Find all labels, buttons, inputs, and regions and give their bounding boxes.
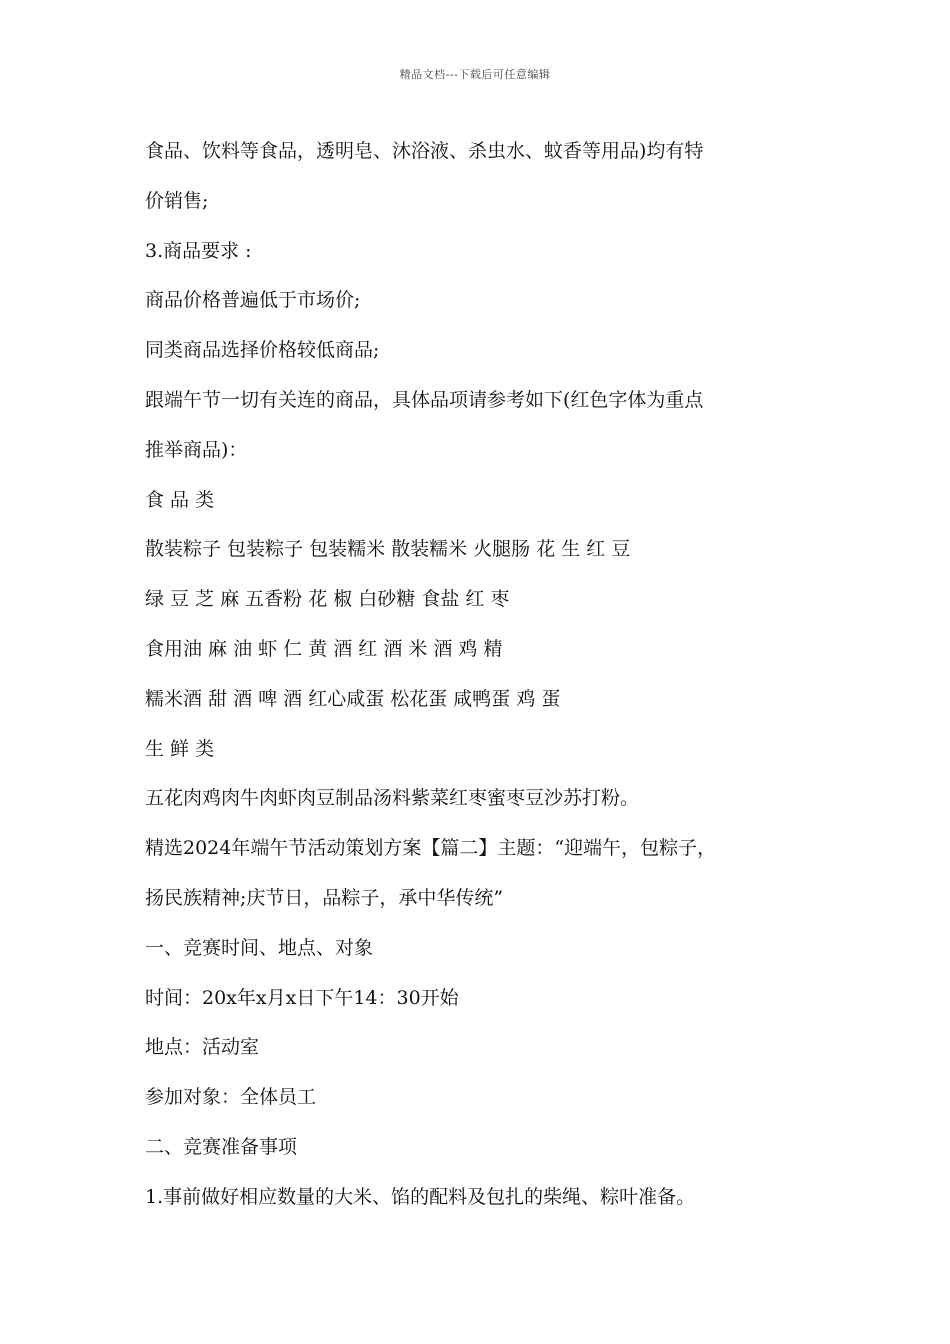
section-heading: 一、竞赛时间、地点、对象 — [145, 936, 374, 959]
header-note: 精品文档---下载后可任意编辑 — [399, 68, 551, 81]
text-line: 地点：活动室 — [145, 1036, 260, 1059]
text-line: 食用油 麻 油 虾 仁 黄 酒 红 酒 米 酒 鸡 精 — [145, 637, 503, 660]
text-line: 五花肉鸡肉牛肉虾肉豆制品汤料紫菜红枣蜜枣豆沙苏打粉。 — [145, 787, 640, 810]
text-line: 商品价格普遍低于市场价; — [145, 289, 361, 312]
text-line: 食品、饮料等食品，透明皂、沐浴液、杀虫水、蚊香等用品)均有特 — [145, 140, 704, 162]
text-line: 精选2024年端午节活动策划方案【篇二】主题：“迎端午，包粽子， — [145, 837, 717, 860]
text-line: 散装粽子 包装粽子 包装糯米 散装糯米 火腿肠 花 生 红 豆 — [145, 538, 631, 561]
text-line: 时间：20x年x月x日下午14：30开始 — [145, 986, 459, 1009]
text-line: 跟端午节一切有关连的商品，具体品项请参考如下(红色字体为重点 — [145, 388, 704, 411]
text-line: 价销售; — [145, 189, 209, 212]
text-line: 扬民族精神;庆节日，品粽子，承中华传统” — [145, 886, 504, 909]
text-line: 参加对象：全体员工 — [145, 1086, 317, 1109]
section-heading: 二、竞赛准备事项 — [145, 1135, 298, 1158]
section-heading-food: 食 品 类 — [145, 488, 215, 511]
text-line: 1.事前做好相应数量的大米、馅的配料及包扎的柴绳、粽叶准备。 — [145, 1185, 696, 1208]
text-line: 糯米酒 甜 酒 啤 酒 红心咸蛋 松花蛋 咸鸭蛋 鸡 蛋 — [145, 687, 561, 710]
section-heading-fresh: 生 鲜 类 — [145, 737, 215, 760]
text-line: 同类商品选择价格较低商品; — [145, 339, 380, 362]
text-line: 3.商品要求 : — [145, 239, 252, 262]
document-body — [145, 131, 815, 1227]
text-line: 推举商品)： — [145, 438, 248, 461]
text-line: 绿 豆 芝 麻 五香粉 花 椒 白砂糖 食盐 红 枣 — [145, 588, 510, 611]
